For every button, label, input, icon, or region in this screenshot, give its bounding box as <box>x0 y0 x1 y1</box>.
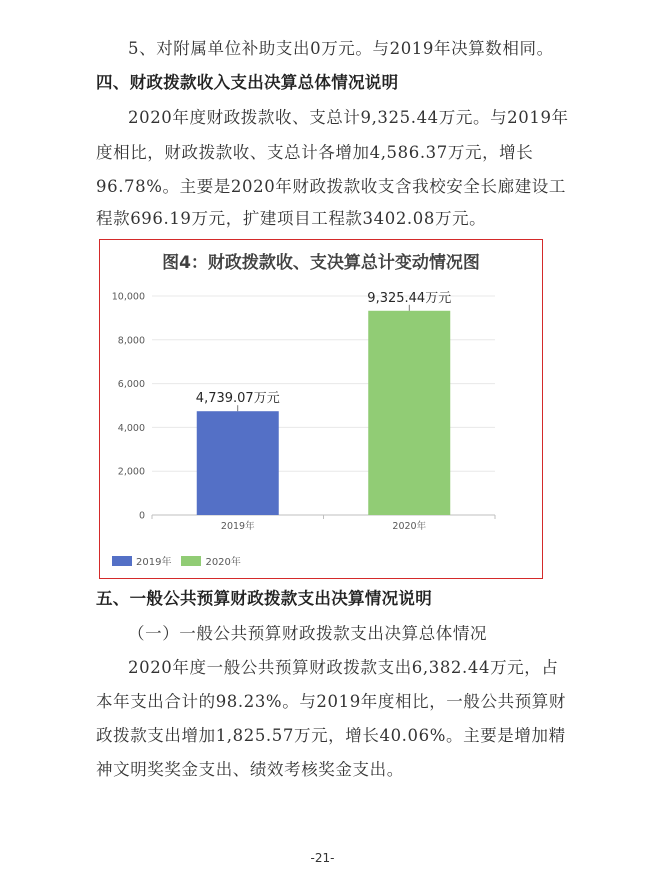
legend-item-2019 <box>112 553 171 568</box>
chart-title: 图4：财政拨款收、支决算总计变动情况图 <box>162 253 480 273</box>
y-tick-label: 8,000 <box>117 335 145 347</box>
x-tick-label: 2019年 <box>220 521 255 532</box>
legend-label-2020: 2020年 <box>205 557 241 568</box>
x-tick-label: 2020年 <box>392 521 427 532</box>
y-tick-label: 4,000 <box>117 422 145 434</box>
data-label: 9,325.44万元 <box>367 290 452 306</box>
section-4-line-3: 96.78%。主要是2020年财政拨款收支含我校安全长廊建设工 <box>96 177 567 196</box>
section-5-line-4: 神文明奖奖金支出、绩效考核奖金支出。 <box>96 760 404 779</box>
section-4-heading: 四、财政拨款收入支出决算总体情况说明 <box>96 73 399 92</box>
y-tick-label: 10,000 <box>111 291 145 303</box>
bar-chart <box>100 240 544 580</box>
y-tick-label: 2,000 <box>117 466 145 478</box>
section-4-line-1: 2020年度财政拨款收、支总计9,325.44万元。与2019年 <box>128 108 569 127</box>
page-number: -21- <box>310 851 335 865</box>
y-tick-label: 6,000 <box>117 379 145 391</box>
section-4-line-4: 程款696.19万元，扩建项目工程款3402.08万元。 <box>96 209 487 228</box>
section-4-line-2: 度相比，财政拨款收、支总计各增加4,586.37万元，增长 <box>96 143 534 162</box>
section-5-subheading: （一）一般公共预算财政拨款支出决算总体情况 <box>128 624 488 643</box>
legend-swatch-2020 <box>181 556 201 566</box>
chart-figure <box>99 239 543 579</box>
bar-0 <box>197 411 279 515</box>
section-5-line-2: 本年支出合计的98.23%。与2019年度相比，一般公共预算财 <box>96 692 567 711</box>
section-5-heading: 五、一般公共预算财政拨款支出决算情况说明 <box>96 589 432 608</box>
paragraph-top: 5、对附属单位补助支出0万元。与2019年决算数相同。 <box>128 39 554 58</box>
section-5-line-3: 政拨款支出增加1,825.57万元，增长40.06%。主要是增加精 <box>96 726 566 745</box>
section-5-line-1: 2020年度一般公共预算财政拨款支出6,382.44万元，占 <box>128 658 559 677</box>
legend-item-2020 <box>181 553 240 568</box>
legend-swatch-2019 <box>112 556 132 566</box>
data-label: 4,739.07万元 <box>195 391 280 407</box>
chart-legend <box>112 553 241 568</box>
bar-1 <box>368 311 450 515</box>
y-tick-label: 0 <box>138 510 145 522</box>
legend-label-2019: 2019年 <box>136 557 172 568</box>
